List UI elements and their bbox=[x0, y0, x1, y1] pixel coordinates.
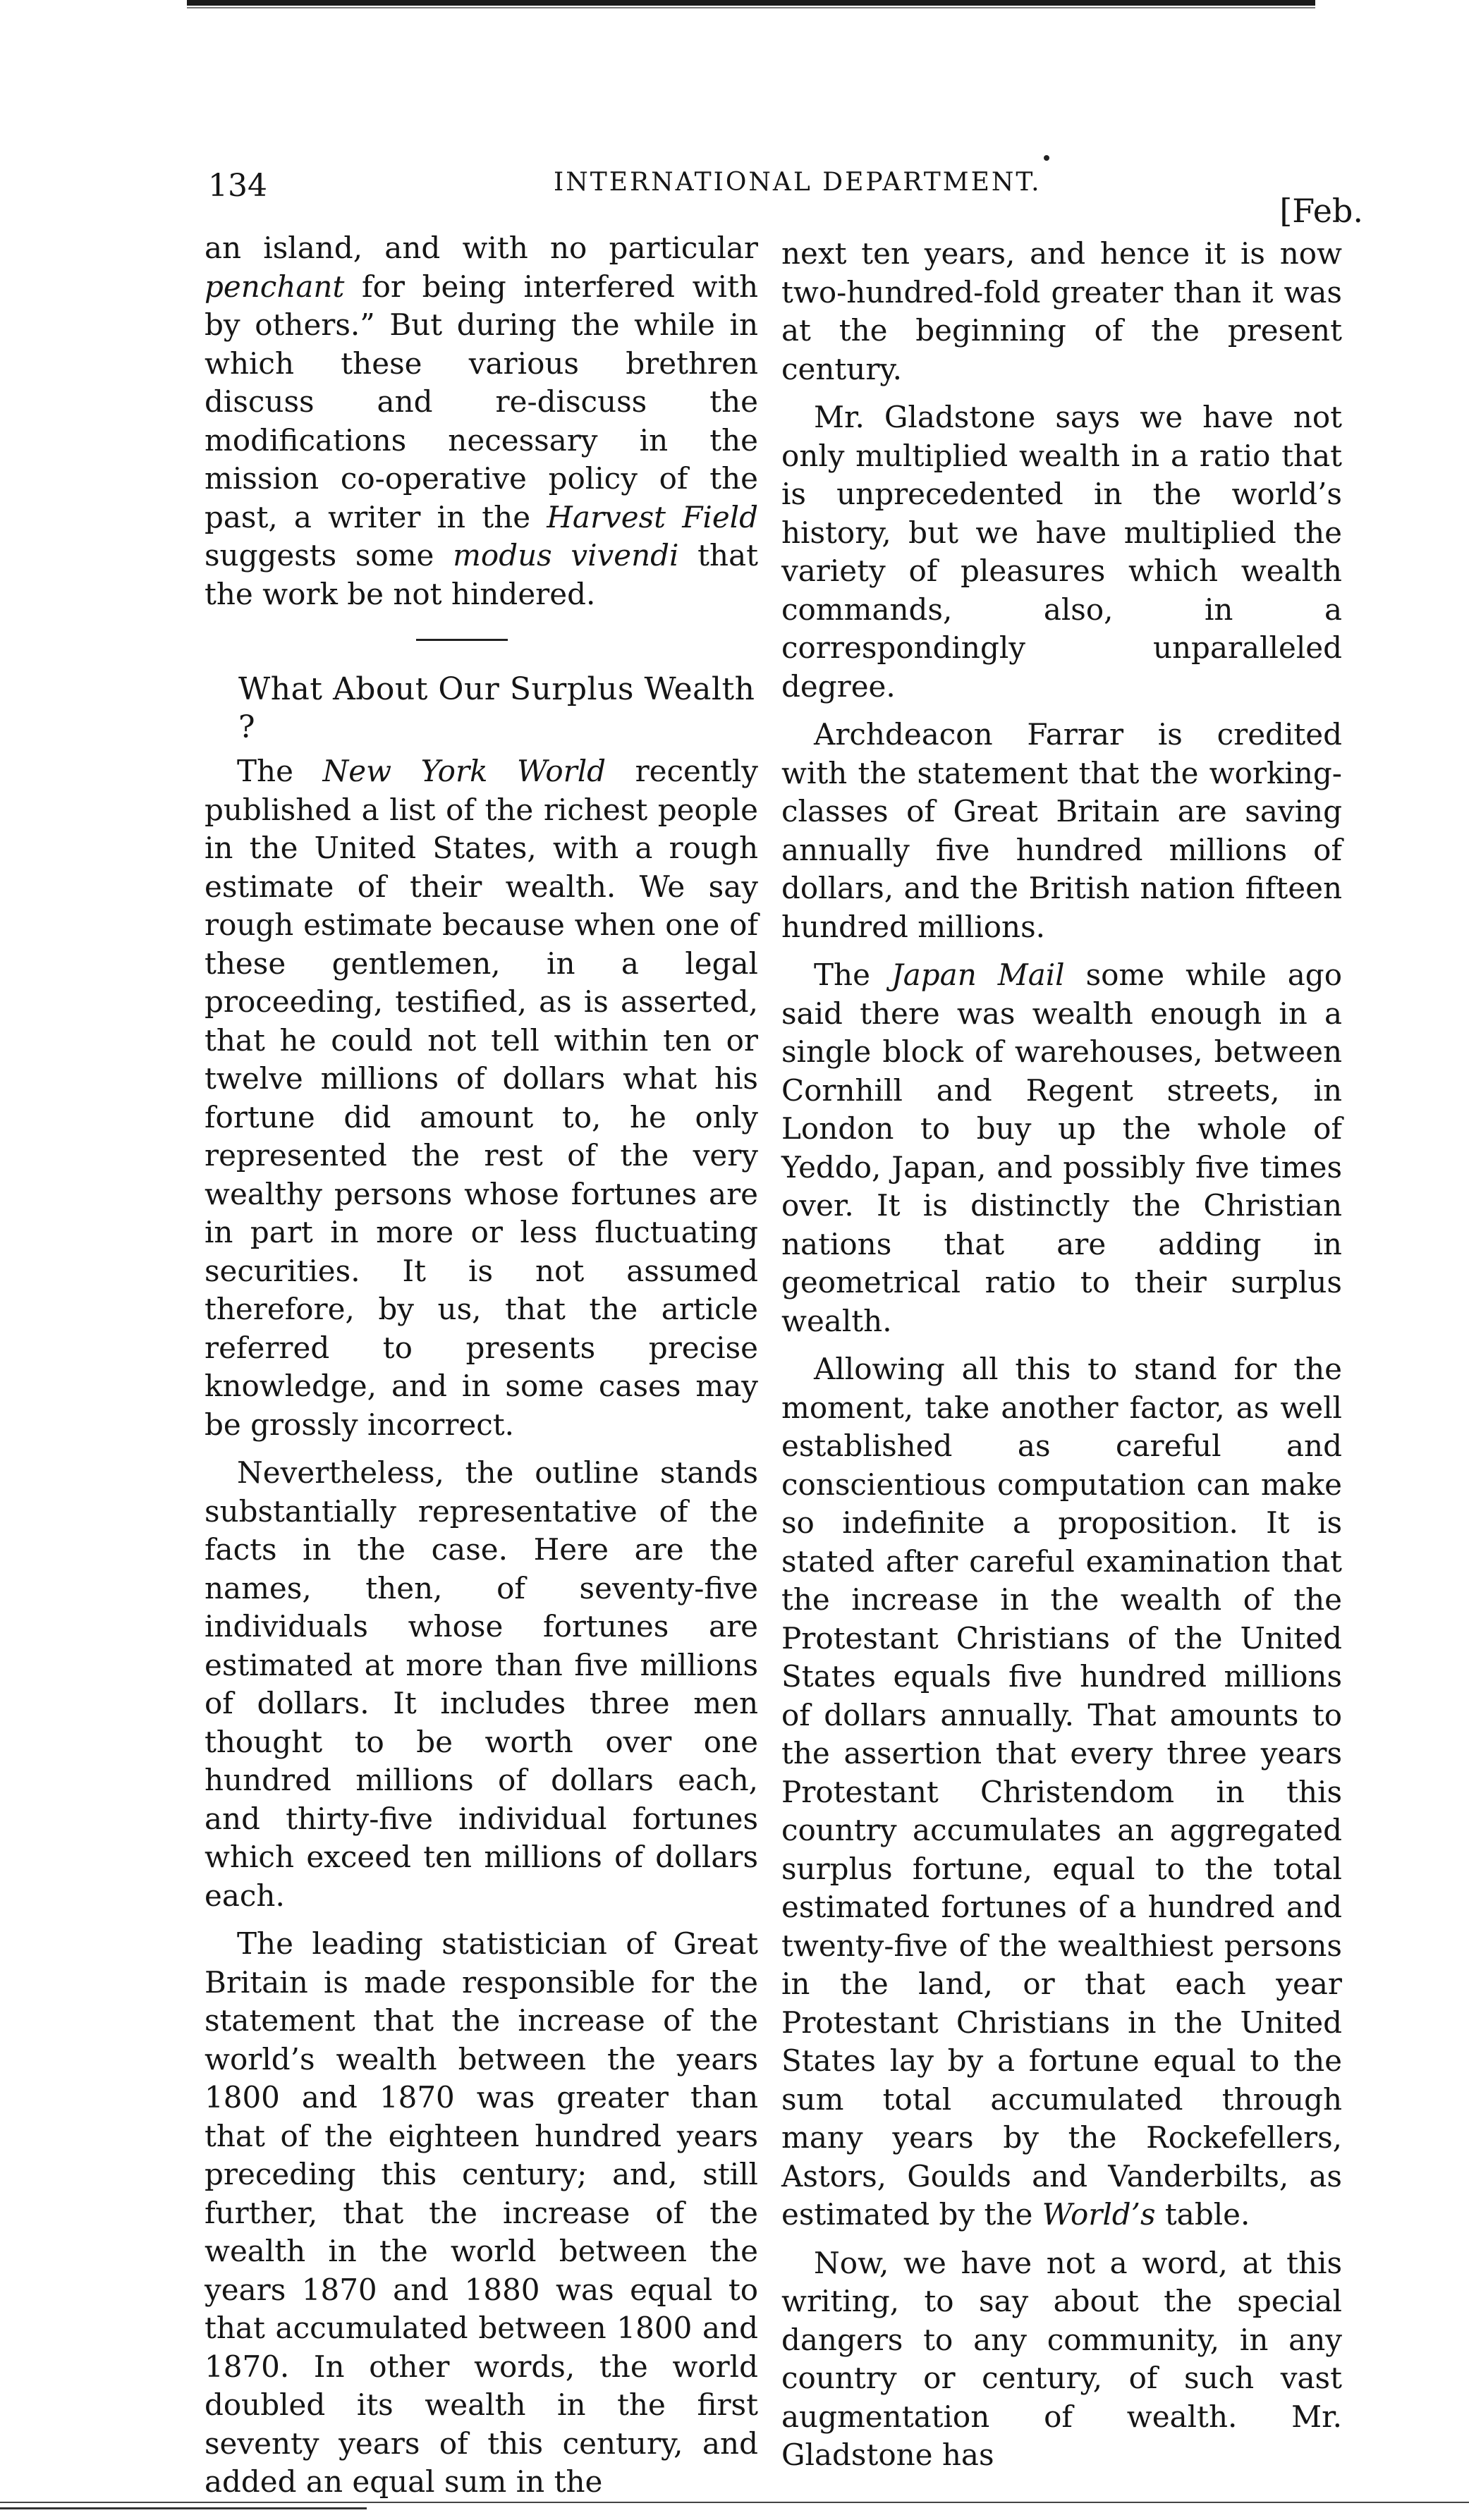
issue-month: [Feb. bbox=[1279, 192, 1363, 230]
paragraph-gladstone: Mr. Gladstone says we have not only multiplied wealth in a ratio that is unprecedented in the world’s history, but we have multiplied the variety of pleasures which wealth commands, also, in a correspondingly unparalleled degree. bbox=[781, 400, 1342, 704]
paragraph-statistician: The leading statistician of Great Britain is made responsible for the statement that the increase of the world’s wealth between the years 1800 and 1870 was greater than that of the eighteen hundred years preceding this century; and, still further, that the increase of the wealth in the world between the years 1870 and 1880 was equal to that accumulated between 1800 and 1870. In other words, the world doubled its wealth in the first seventy years of this century, and added an equal sum in the bbox=[205, 1926, 758, 2499]
top-border-rule-thin bbox=[187, 7, 1315, 8]
page-header bbox=[208, 168, 1363, 230]
running-title: INTERNATIONAL DEPARTMENT. bbox=[554, 168, 1042, 197]
ink-speck bbox=[1044, 155, 1049, 161]
left-column bbox=[205, 229, 758, 2502]
bottom-edge-mark bbox=[0, 2507, 367, 2509]
section-separator bbox=[416, 639, 508, 641]
paragraph-next-ten-years: next ten years, and hence it is now two-hundred-fold greater than it was at the beginning of the present century. bbox=[781, 236, 1342, 386]
top-border-rule bbox=[187, 0, 1315, 6]
paragraph-continuation: an island, and with no particular penchant for being interfered with by others.” But during the while in which these various brethren discuss and re-discuss the modifications necessary in the mission co-operative policy of the past, a writer in the Harvest Field suggests some modus vivendi that the work be not hindered. bbox=[205, 231, 759, 611]
section-heading: What About Our Surplus Wealth ? bbox=[238, 671, 755, 745]
paragraph-japan-mail: The Japan Mail some while ago said there was wealth enough in a single block of warehouses, between Cornhill and Regent streets, in London to buy up the whole of Yeddo, Japan, and possibly five times over. It is distinctly the Christian nations that are adding in geometrical ratio to their surplus wealth. bbox=[781, 958, 1342, 1338]
bottom-border-rule bbox=[0, 2502, 1469, 2503]
page-number: 134 bbox=[208, 168, 267, 204]
right-column bbox=[781, 235, 1342, 2475]
paragraph-farrar: Archdeacon Farrar is credited with the statement that the working-classes of Great Britain are saving annually five hundred millions of dollars, and the British nation fifteen hundred millions. bbox=[781, 717, 1342, 944]
paragraph-new-york-world: The New York World recently published a list of the richest people in the United States, with a rough estimate of their wealth. We say rough estimate because when one of these gentlemen, in a legal proceeding, testified, as is asserted, that he could not tell within ten or twelve millions of dollars what his fortune did amount to, he only represented the rest of the very wealthy persons whose fortunes are in part in more or less fluctuating securities. It is not assumed therefore, by us, that the article referred to presents precise knowledge, and in some cases may be grossly incorrect. bbox=[205, 754, 758, 1442]
paragraph-now: Now, we have not a word, at this writing, to say about the special dangers to any community, in any country or century, of such vast augmentation of wealth. Mr. Gladstone has bbox=[781, 2245, 1342, 2472]
paragraph-allowing: Allowing all this to stand for the moment, take another factor, as well established as careful and conscientious computation can make so indefinite a proposition. It is stated after careful examination that the increase in the wealth of the Protestant Christians of the United States equals five hundred millions of dollars annually. That amounts to the assertion that every three years Protestant Christendom in this country accumulates an aggregated surplus fortune, equal to the total estimated fortunes of a hundred and twenty-five of the wealthiest persons in the land, or that each year Protestant Christians in the United States lay by a fortune equal to the sum total accumulated through many years by the Rockefellers, Astors, Goulds and Vanderbilts, as estimated by the World’s table. bbox=[781, 1352, 1342, 2232]
paragraph-nevertheless: Nevertheless, the outline stands substantially representative of the facts in the case. Here are the names, then, of seventy-five individuals whose fortunes are estimated at more than five millions of dollars. It includes three men thought to be worth over one hundred millions of dollars each, and thirty-five individual fortunes which exceed ten millions of dollars each. bbox=[205, 1455, 758, 1913]
